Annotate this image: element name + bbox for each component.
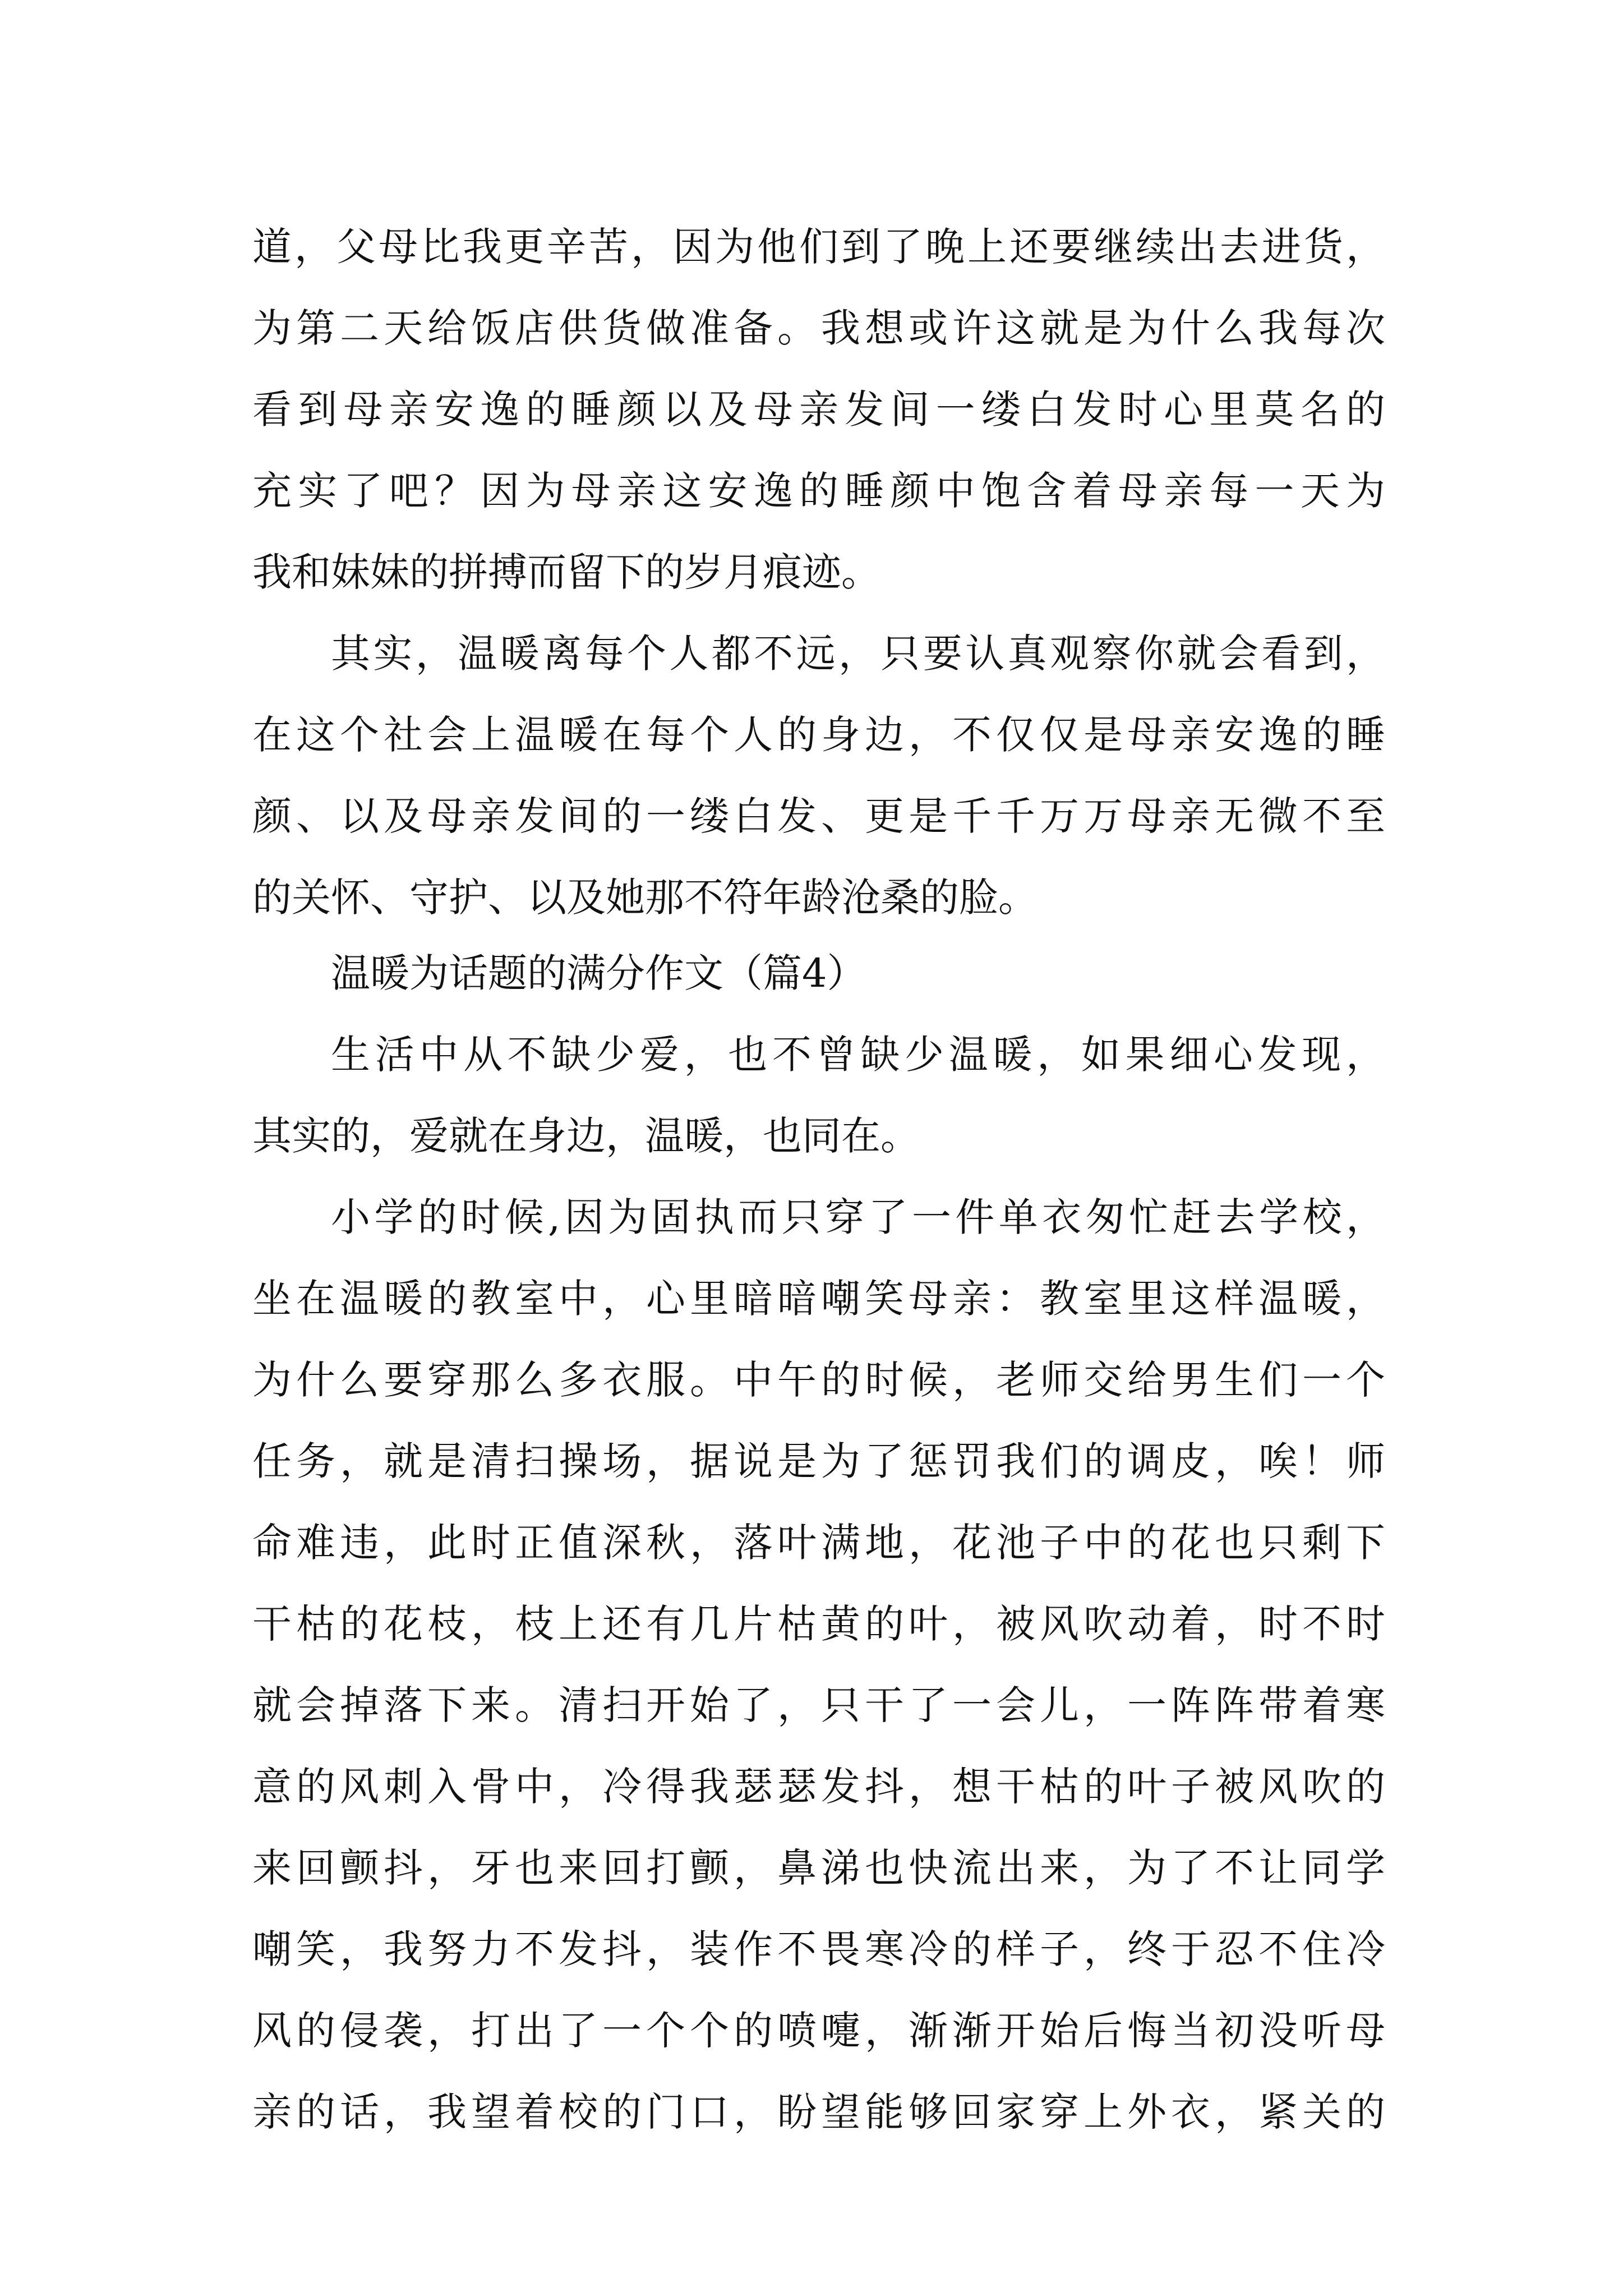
text-line: 我和妹妹的拼搏而留下的岁月痕迹。 — [252, 549, 880, 595]
text-line: 风的侵袭，打出了一个个的喷嚏，渐渐开始后悔当初没听母 — [252, 2008, 1385, 2054]
text-line: 在这个社会上温暖在每个人的身边，不仅仅是母亲安逸的睡 — [252, 712, 1385, 758]
text-line: 坐在温暖的教室中，心里暗暗嘲笑母亲：教室里这样温暖， — [252, 1276, 1385, 1322]
text-line: 就会掉落下来。清扫开始了，只干了一会儿，一阵阵带着寒 — [252, 1682, 1385, 1728]
text-line: 颜、以及母亲发间的一缕白发、更是千千万万母亲无微不至 — [252, 793, 1385, 839]
text-line: 充实了吧？因为母亲这安逸的睡颜中饱含着母亲每一天为 — [252, 468, 1385, 514]
text-line: 为第二天给饭店供货做准备。我想或许这就是为什么我每次 — [252, 305, 1385, 351]
text-line: 干枯的花枝，枝上还有几片枯黄的叶，被风吹动着，时不时 — [252, 1601, 1385, 1647]
text-line: 看到母亲安逸的睡颜以及母亲发间一缕白发时心里莫名的 — [252, 386, 1385, 432]
text-line: 小学的时候,因为固执而只穿了一件单衣匆忙赶去学校， — [331, 1194, 1385, 1240]
text-line: 意的风刺入骨中，冷得我瑟瑟发抖，想干枯的叶子被风吹的 — [252, 1764, 1385, 1810]
text-line: 其实，温暖离每个人都不远，只要认真观察你就会看到， — [331, 631, 1385, 677]
text-line: 来回颤抖，牙也来回打颤，鼻涕也快流出来，为了不让同学 — [252, 1845, 1385, 1891]
text-line: 亲的话，我望着校的门口，盼望能够回家穿上外衣，紧关的 — [252, 2089, 1385, 2135]
text-line: 嘲笑，我努力不发抖，装作不畏寒冷的样子，终于忍不住冷 — [252, 1926, 1385, 1972]
text-line: 命难违，此时正值深秋，落叶满地，花池子中的花也只剩下 — [252, 1520, 1385, 1566]
text-line: 的关怀、守护、以及她那不符年龄沧桑的脸。 — [252, 875, 1038, 921]
text-line: 任务，就是清扫操场，据说是为了惩罚我们的调皮，唉！师 — [252, 1438, 1385, 1484]
text-line: 为什么要穿那么多衣服。中午的时候，老师交给男生们一个 — [252, 1357, 1385, 1403]
section-heading: 温暖为话题的满分作文（篇4） — [331, 950, 866, 996]
text-line: 生活中从不缺少爱，也不曾缺少温暖，如果细心发现， — [331, 1032, 1385, 1078]
text-line: 其实的，爱就在身边，温暖，也同在。 — [252, 1113, 920, 1159]
text-line: 道，父母比我更辛苦，因为他们到了晚上还要继续出去进货， — [252, 224, 1385, 270]
